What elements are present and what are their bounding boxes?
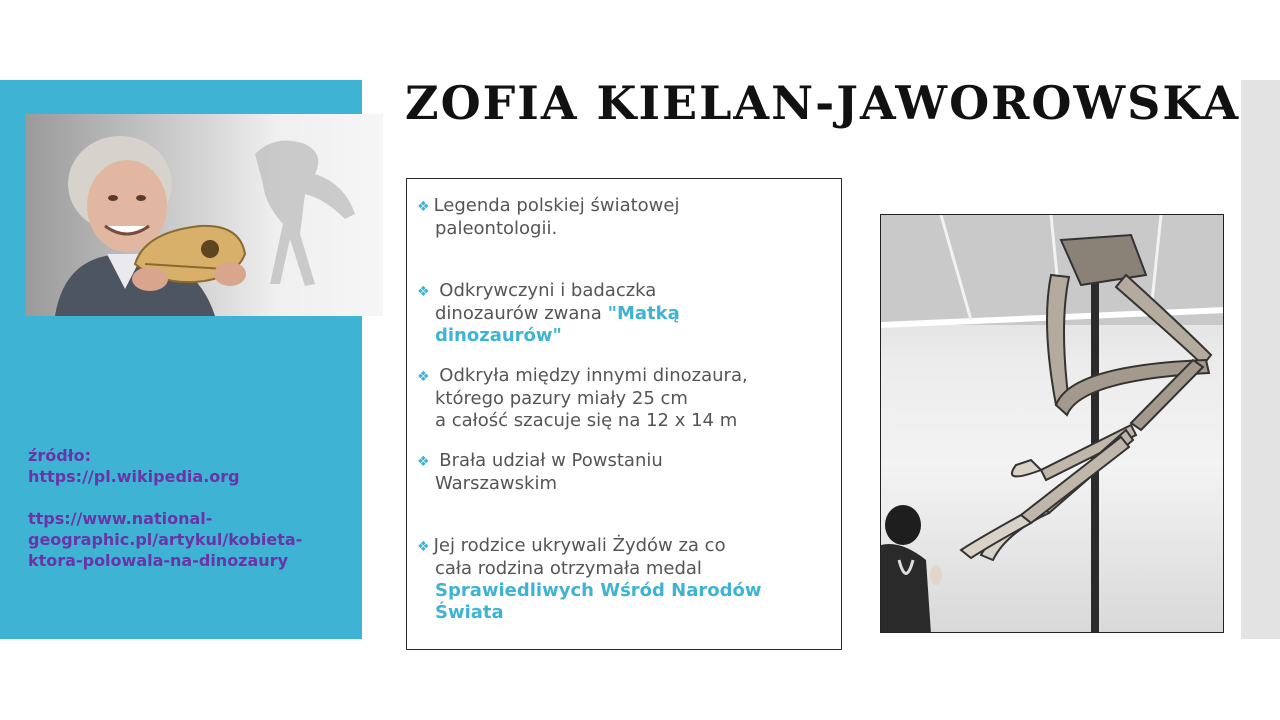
skeleton-illustration xyxy=(881,215,1224,633)
bullet-text: którego pazury miały 25 cm xyxy=(435,388,688,409)
diamond-bullet-icon: ❖ xyxy=(417,539,430,555)
source-link-natgeo-line[interactable]: ttps://www.national- xyxy=(28,509,213,528)
bullet-text: Warszawskim xyxy=(435,473,557,494)
facts-textbox xyxy=(406,178,842,650)
bullet-item xyxy=(417,365,837,432)
bullet-item xyxy=(417,450,837,495)
source-block xyxy=(28,445,348,571)
source-label: źródło: xyxy=(28,446,91,465)
bullet-text: Jej rodzice ukrywali Żydów za co xyxy=(433,535,726,556)
bullet-item xyxy=(417,280,837,347)
source-link-natgeo-line[interactable]: geographic.pl/artykul/kobieta- xyxy=(28,530,303,549)
bullet-highlight: dinozaurów" xyxy=(435,325,562,346)
bullet-item xyxy=(417,195,837,240)
bullet-text: paleontologii. xyxy=(435,218,558,239)
diamond-bullet-icon: ❖ xyxy=(417,284,430,300)
diamond-bullet-icon: ❖ xyxy=(417,199,430,215)
right-strip xyxy=(1241,80,1280,639)
diamond-bullet-icon: ❖ xyxy=(417,369,430,385)
source-link-natgeo-line[interactable]: ktora-polowala-na-dinozaury xyxy=(28,551,288,570)
bullet-text: a całość szacuje się na 12 x 14 m xyxy=(435,410,738,431)
bullet-highlight: "Matką xyxy=(607,303,680,324)
bullet-text: Odkryła między innymi dinozaura, xyxy=(433,365,748,386)
slide-title: ZOFIA KIELAN-JAWOROWSKA xyxy=(405,76,1241,130)
portrait-photo xyxy=(25,114,383,316)
bullet-text: Brała udział w Powstaniu xyxy=(433,450,663,471)
bullet-text: cała rodzina otrzymała medal xyxy=(435,558,702,579)
bullet-highlight: Sprawiedliwych Wśród Narodów xyxy=(435,580,762,601)
bullet-highlight: Świata xyxy=(435,602,504,623)
bullet-text: dinozaurów zwana xyxy=(435,303,608,324)
portrait-illustration xyxy=(25,114,383,316)
source-link-wikipedia[interactable]: https://pl.wikipedia.org xyxy=(28,467,240,486)
skeleton-photo xyxy=(880,214,1224,633)
bullet-text: Odkrywczyni i badaczka xyxy=(433,280,657,301)
diamond-bullet-icon: ❖ xyxy=(417,454,430,470)
bullet-item xyxy=(417,535,837,624)
bullet-text: Legenda polskiej światowej xyxy=(433,195,680,216)
spacer xyxy=(28,487,348,508)
